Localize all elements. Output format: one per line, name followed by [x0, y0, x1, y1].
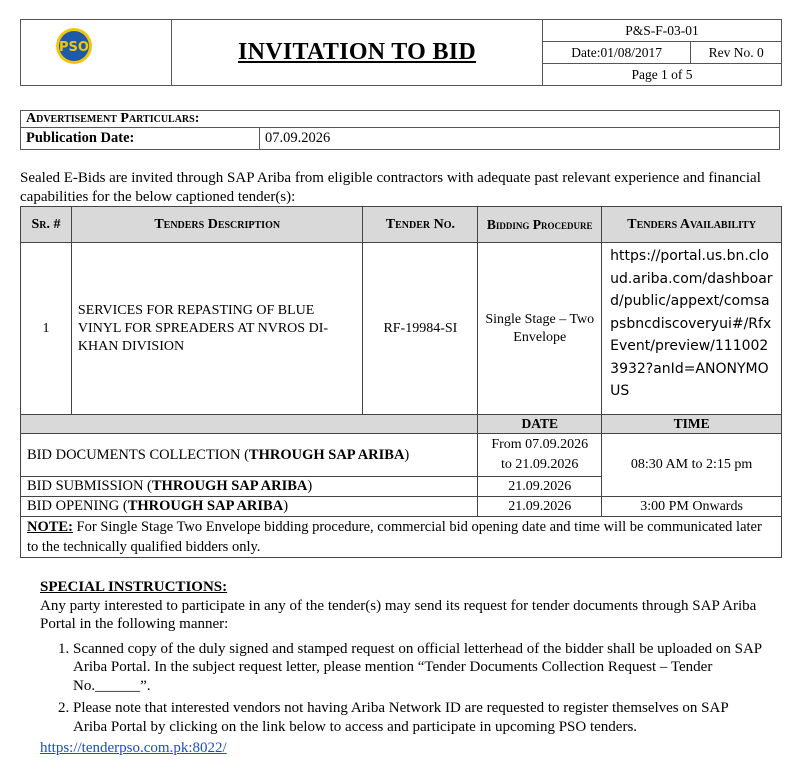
doc-page: Page 1 of 5	[543, 64, 782, 86]
intro-paragraph: Sealed E-Bids are invited through SAP Ariba from eligible contractors with adequate past relevant experience and financial capabilities for the below captioned tender(s):	[20, 170, 761, 205]
row-procedure: Single Stage – Two Envelope	[478, 243, 602, 415]
collection-date	[478, 434, 602, 477]
schedule-blank-header	[21, 415, 478, 434]
special-instructions	[40, 578, 765, 740]
tender-table	[20, 206, 782, 558]
special-intro: Any party interested to participate in any of the tender(s) may send its request for tender documents through SAP Ariba Portal in the following manner:	[40, 597, 757, 632]
opening-label: BID OPENING (THROUGH SAP ARIBA)	[21, 497, 478, 517]
special-list	[40, 640, 765, 737]
header-tender-no: Tender No.	[363, 207, 478, 243]
header-sr: Sr. #	[21, 207, 72, 243]
document-header	[20, 19, 782, 86]
submission-date: 21.09.2026	[478, 477, 602, 497]
header-availability: Tenders Availability	[602, 207, 782, 243]
collection-time: 08:30 AM to 2:15 pm	[602, 434, 782, 497]
row-sr: 1	[21, 243, 72, 415]
special-heading: SPECIAL INSTRUCTIONS:	[40, 579, 228, 595]
row-description: SERVICES FOR REPASTING OF BLUE VINYL FOR SPREADERS AT NVROS DI-KHAN DIVISION	[71, 243, 363, 415]
doc-rev: Rev No. 0	[691, 42, 782, 64]
doc-date: Date:01/08/2017	[543, 42, 691, 64]
submission-label: BID SUBMISSION (THROUGH SAP ARIBA)	[21, 477, 478, 497]
date-header: DATE	[478, 415, 602, 434]
time-header: TIME	[602, 415, 782, 434]
tender-availability-link[interactable]: https://portal.us.bn.cloud.ariba.com/dashboard/public/appext/comsapsbncdiscoveryui#/RfxEvent/preview/1110023932?anId=ANONYMOUS	[602, 243, 782, 415]
opening-time: 3:00 PM Onwards	[602, 497, 782, 517]
tenderpso-link[interactable]: https://tenderpso.com.pk:8022/	[40, 740, 227, 756]
row-tender-no: RF-19984-SI	[363, 243, 478, 415]
svg-text:PSO: PSO	[59, 40, 89, 55]
publication-date-label: Publication Date:	[21, 128, 260, 150]
doc-code: P&S-F-03-01	[543, 20, 782, 42]
header-description: Tenders Description	[71, 207, 363, 243]
advertisement-heading: Advertisement Particulars:	[21, 111, 780, 128]
list-item: 1. Scanned copy of the duly signed and stamped request on official letterhead of the bidder shall be uploaded on SAP Ariba Portal. In the subject request letter, please mention “Tender Documents Collection Request – Tender No.______”.	[73, 640, 765, 696]
list-item: 2. Please note that interested vendors not having Ariba Network ID are requested to register themselves on SAP Ariba Portal by clicking on the link below to access and participate in upcoming PSO tenders.	[73, 699, 765, 736]
collection-date-to: to 21.09.2026	[501, 457, 579, 472]
collection-label: BID DOCUMENTS COLLECTION (THROUGH SAP ARIBA)	[21, 434, 478, 477]
table-row	[21, 243, 782, 415]
advertisement-table	[20, 110, 780, 150]
collection-date-from: From 07.09.2026	[491, 437, 589, 452]
document-title: INVITATION TO BID	[172, 20, 543, 86]
note: NOTE: For Single Stage Two Envelope bidding procedure, commercial bid opening date and time will be communicated later to the technically qualified bidders only.	[21, 517, 782, 558]
pso-logo-icon	[21, 20, 171, 80]
publication-date-value: 07.09.2026	[260, 128, 780, 150]
header-procedure: Bidding Procedure	[478, 207, 602, 243]
logo-cell	[21, 20, 172, 86]
opening-date: 21.09.2026	[478, 497, 602, 517]
